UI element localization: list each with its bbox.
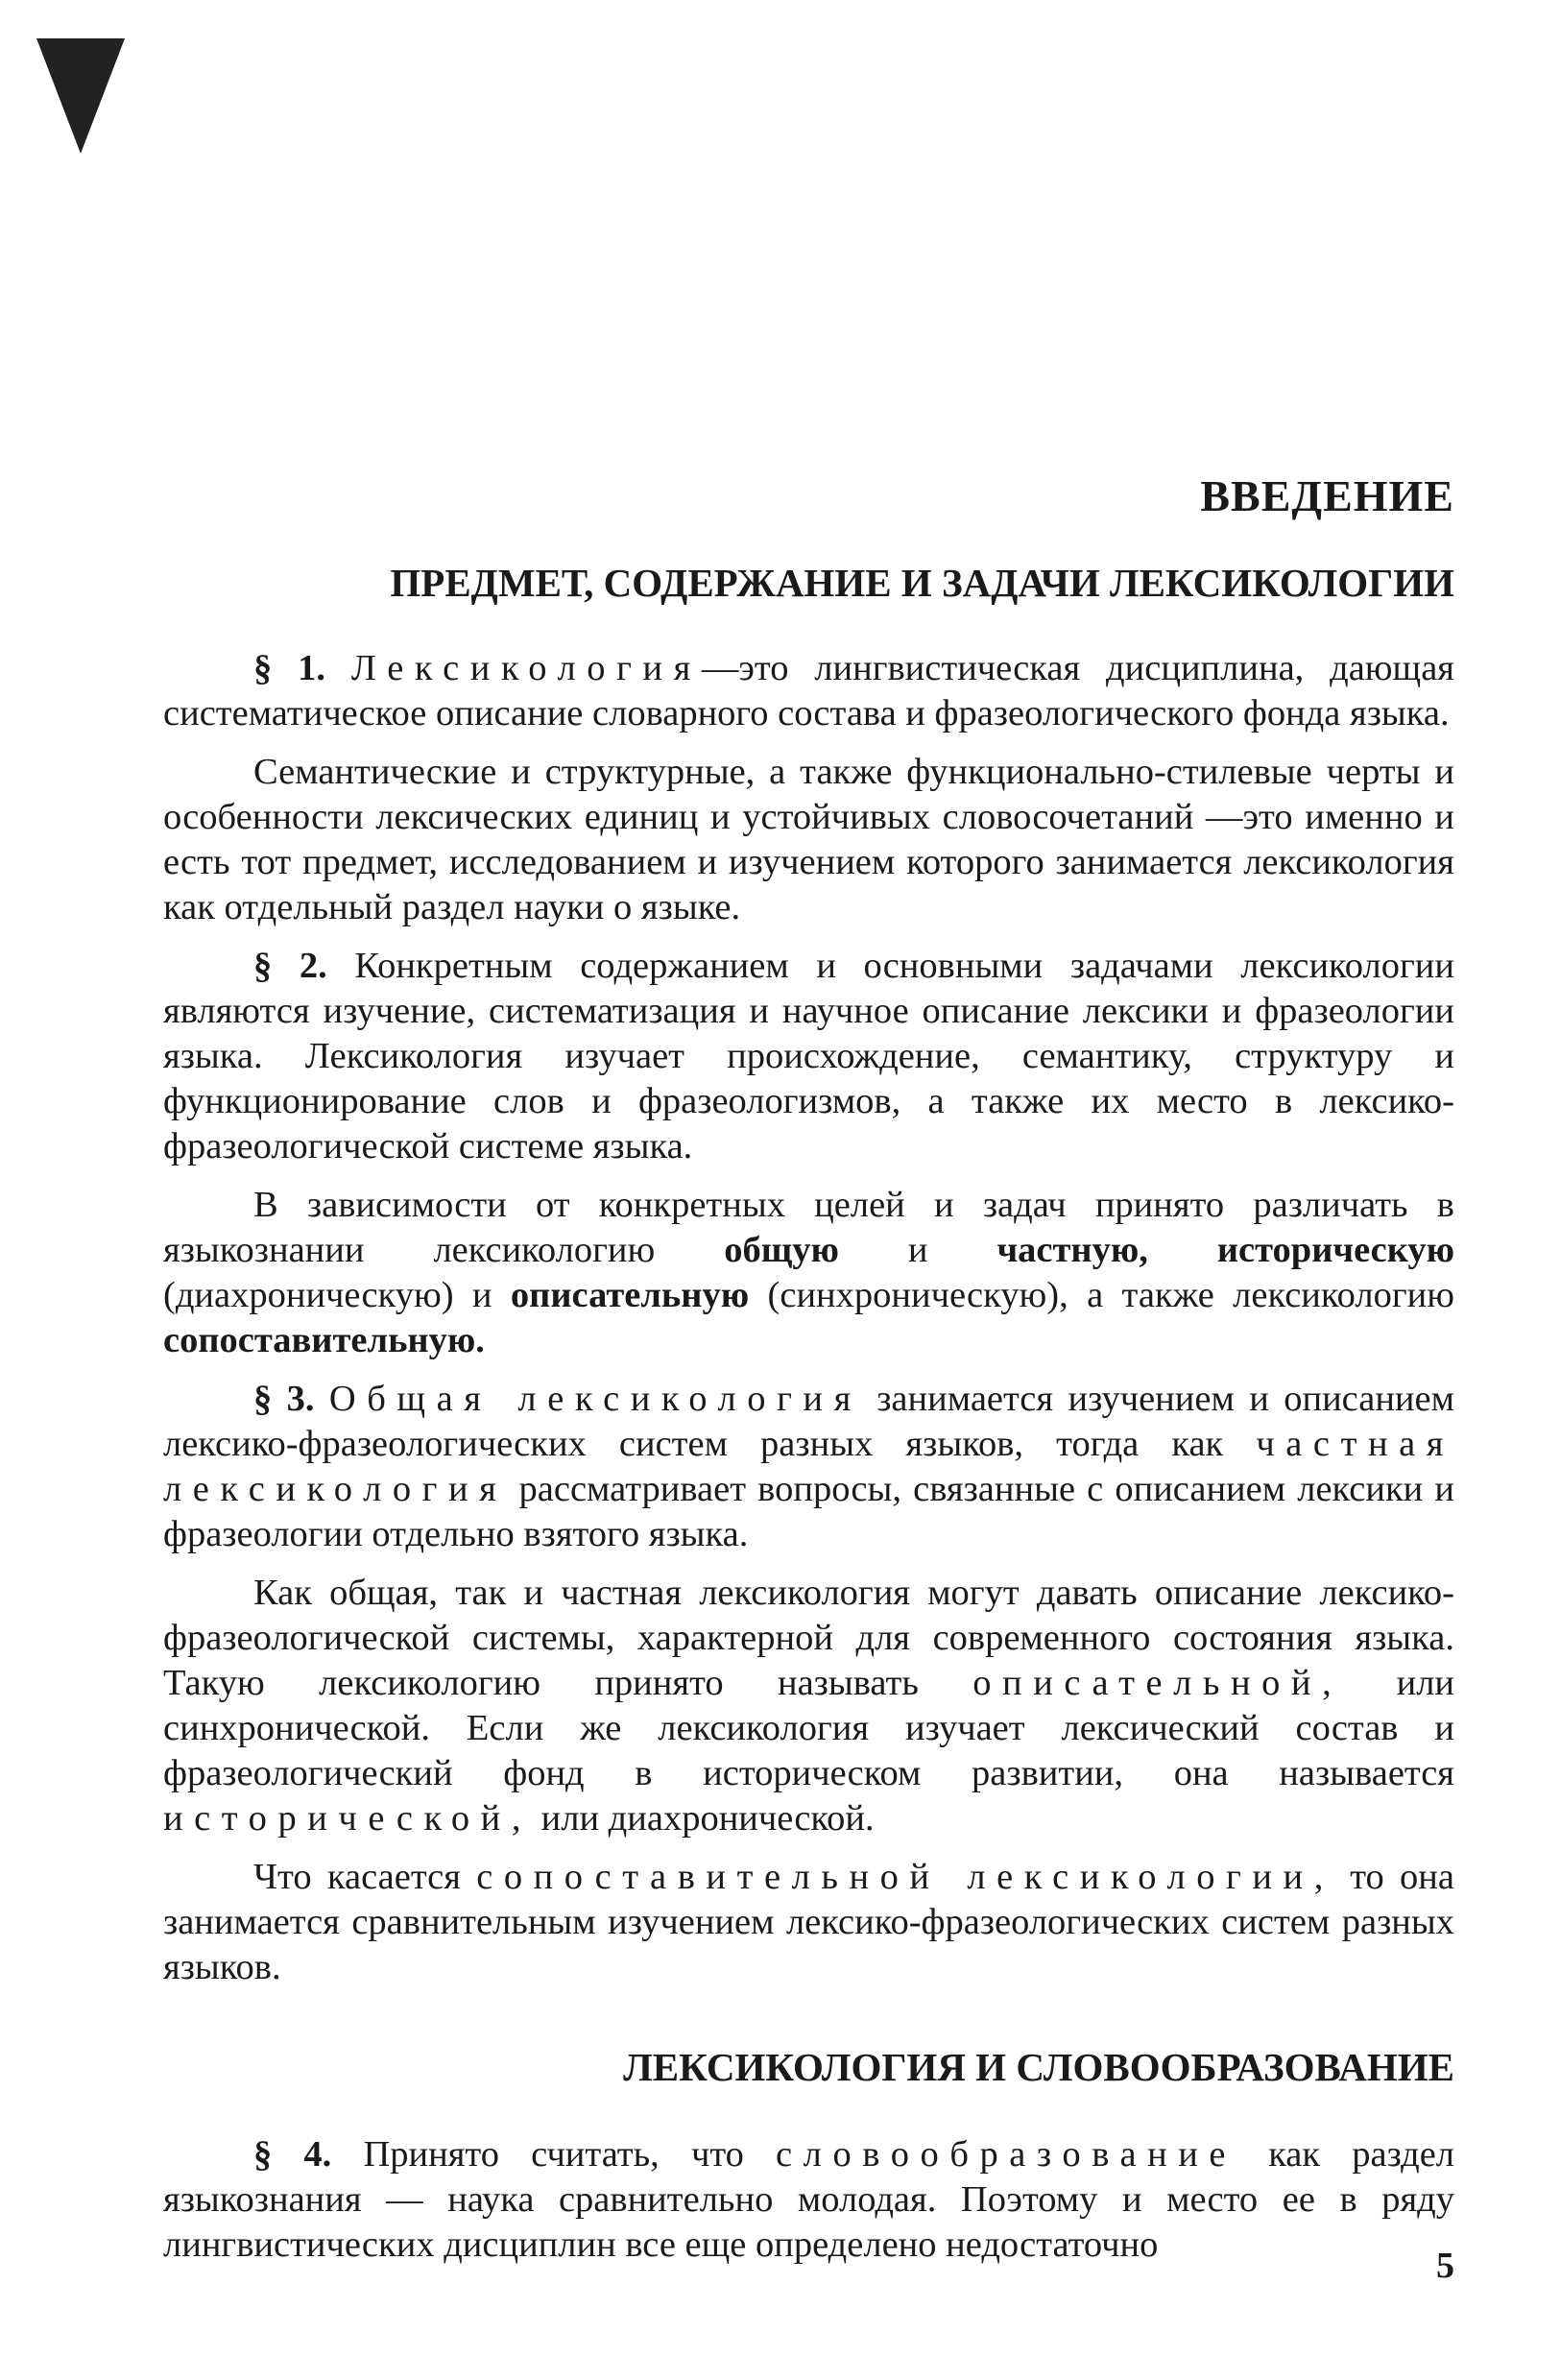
paragraph-text: Конкретным содержанием и основными задачами лексикологии являются изучение, систематизация и научное описание лексики и фразеологии языка. Лексикология изучает происхождение, семантику, структуру и функционирование слов и фразеологизмов, а также их место в лексико-фразеологической системе языка. xyxy=(163,946,1454,1166)
bold-term: сопоставительную. xyxy=(163,1320,485,1360)
text-span: В зависимости от конкретных целей и задач принято различать в языкознании лексикологию xyxy=(163,1185,1454,1270)
bold-term: описательную xyxy=(510,1275,750,1315)
section-2-title: ЛЕКСИКОЛОГИЯ И СЛОВООБРАЗОВАНИЕ xyxy=(623,2045,1454,2089)
spaced-term: Общая лексикология xyxy=(328,1379,862,1419)
paragraph-text: —это лингвистическая дисциплина, дающая систематическое описание словарного состава и фразеологического фонда языка. xyxy=(163,648,1455,733)
paragraph-2: Семантические и структурные, а также функционально-стилевые черты и особенности лексических единиц и устойчивых словосочетаний —это именно и есть тот предмет, исследованием и изучением которого занимается лексикология как отдельный раздел науки о языке. xyxy=(163,752,1454,927)
spaced-term: сопоставительной лексикологии, xyxy=(476,1857,1334,1897)
paragraph-4 xyxy=(163,1183,1454,1363)
page-corner-mark xyxy=(36,38,125,154)
text-span: занимается изучением и описанием лексико-фразеологических систем разных языков, тогда как xyxy=(163,1379,1454,1464)
paragraph-6 xyxy=(163,1571,1454,1841)
spaced-term: описательной, xyxy=(972,1663,1343,1703)
paragraph-3 xyxy=(163,944,1454,1169)
paragraph-5 xyxy=(163,1377,1454,1557)
spaced-term: частная лексикология xyxy=(163,1424,1454,1509)
section-mark: § 3. xyxy=(253,1379,315,1419)
spaced-term: исторической, xyxy=(163,1798,532,1839)
text-span: или диахронической. xyxy=(540,1798,875,1839)
section-title: ПРЕДМЕТ, СОДЕРЖАНИЕ И ЗАДАЧИ ЛЕКСИКОЛОГИИ xyxy=(390,561,1454,605)
section-mark: § 2. xyxy=(253,946,327,986)
bold-term: общую xyxy=(724,1230,839,1270)
paragraph-1 xyxy=(163,646,1454,736)
chapter-title: ВВЕДЕНИЕ xyxy=(1200,471,1454,520)
text-span: и xyxy=(907,1230,928,1270)
text-span: Принято считать, что xyxy=(363,2134,744,2175)
text-span: как раздел языкознания — наука сравнительно молодая. Поэтому и место ее в ряду лингвистических дисциплин все еще определено недостаточно xyxy=(163,2134,1454,2265)
paragraph-8 xyxy=(163,2132,1454,2268)
page-body xyxy=(163,470,1454,2281)
text-span: (диахроническую) и xyxy=(163,1275,492,1315)
paragraph-7 xyxy=(163,1855,1454,1990)
section-mark: § 4. xyxy=(253,2134,332,2175)
text-span: то она занимается сравнительным изучением лексико-фразеологических систем разных языков. xyxy=(163,1857,1454,1987)
text-span: (синхроническую), а также лексикологию xyxy=(767,1275,1455,1315)
term: Лексикология xyxy=(350,648,702,688)
bold-term: историческую xyxy=(1216,1230,1455,1270)
text-span: рассматривает вопросы, связанные с описанием лексики и фразеологии отдельно взятого языка. xyxy=(163,1469,1455,1554)
bold-term: частную, xyxy=(996,1230,1148,1270)
text-span: Что касается xyxy=(253,1857,461,1897)
section-mark: § 1. xyxy=(253,648,325,688)
text-span: или синхронической. Если же лексикология изучает лексический состав и фразеологический фонд в историческом развитии, она называется xyxy=(163,1663,1455,1793)
page-number: 5 xyxy=(1436,2246,1454,2286)
spaced-term: словообразование xyxy=(776,2134,1237,2175)
text-span: Как общая, так и частная лексикология могут давать описание лексико-фразеологической системы, характерной для современного состояния языка. Такую лексикологию принято называть xyxy=(163,1573,1454,1703)
